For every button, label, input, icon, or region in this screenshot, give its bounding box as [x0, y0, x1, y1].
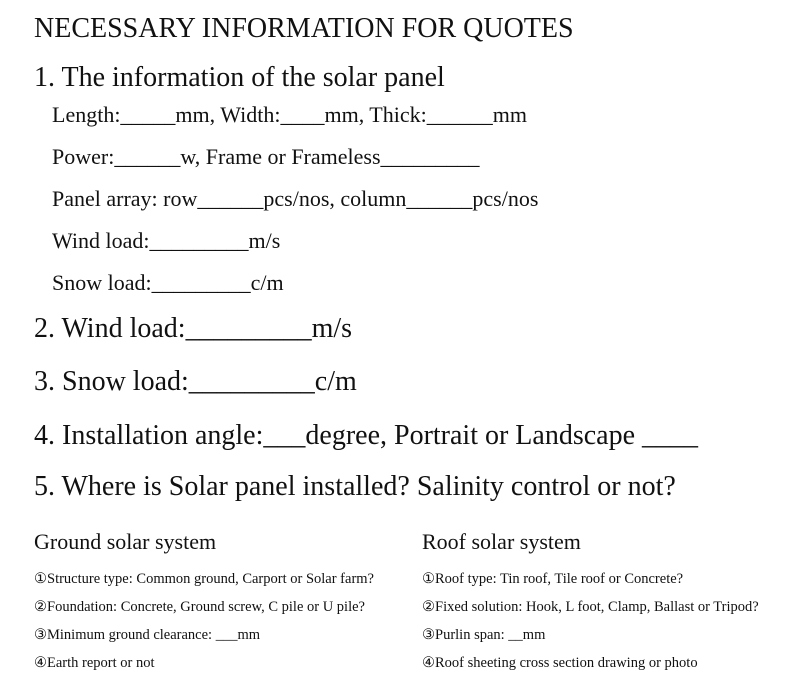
- ground-item-clearance: ③Minimum ground clearance: ___mm: [34, 627, 261, 643]
- roof-item-sheeting-drawing: ④Roof sheeting cross section drawing or photo: [422, 655, 698, 671]
- panel-array-line: Panel array: row______pcs/nos, column______pcs/nos: [52, 186, 539, 211]
- section-3-snow-load: 3. Snow load:_________c/m: [34, 366, 357, 397]
- section-5-installation-location: 5. Where is Solar panel installed? Salinity control or not?: [34, 471, 676, 502]
- panel-power-line: Power:______w, Frame or Frameless_________: [52, 144, 480, 169]
- document-title: NECESSARY INFORMATION FOR QUOTES: [34, 13, 574, 44]
- section-2-wind-load: 2. Wind load:_________m/s: [34, 313, 353, 344]
- panel-snow-load-line: Snow load:_________c/m: [52, 270, 284, 295]
- section-1-heading: 1. The information of the solar panel: [34, 62, 445, 93]
- ground-item-earth-report: ④Earth report or not: [34, 655, 155, 671]
- roof-item-roof-type: ①Roof type: Tin roof, Tile roof or Concrete?: [422, 571, 684, 587]
- roof-item-fixed-solution: ②Fixed solution: Hook, L foot, Clamp, Ballast or Tripod?: [422, 599, 759, 615]
- ground-system-title: Ground solar system: [34, 529, 217, 554]
- ground-item-structure-type: ①Structure type: Common ground, Carport or Solar farm?: [34, 571, 374, 587]
- panel-wind-load-line: Wind load:_________m/s: [52, 228, 281, 253]
- roof-system-title: Roof solar system: [422, 529, 581, 554]
- roof-item-purlin-span: ③Purlin span: __mm: [422, 627, 546, 643]
- section-4-installation-angle: 4. Installation angle:___degree, Portrait or Landscape ____: [34, 420, 699, 451]
- ground-item-foundation: ②Foundation: Concrete, Ground screw, C pile or U pile?: [34, 599, 365, 615]
- panel-dimensions-line: Length:_____mm, Width:____mm, Thick:______mm: [52, 102, 527, 127]
